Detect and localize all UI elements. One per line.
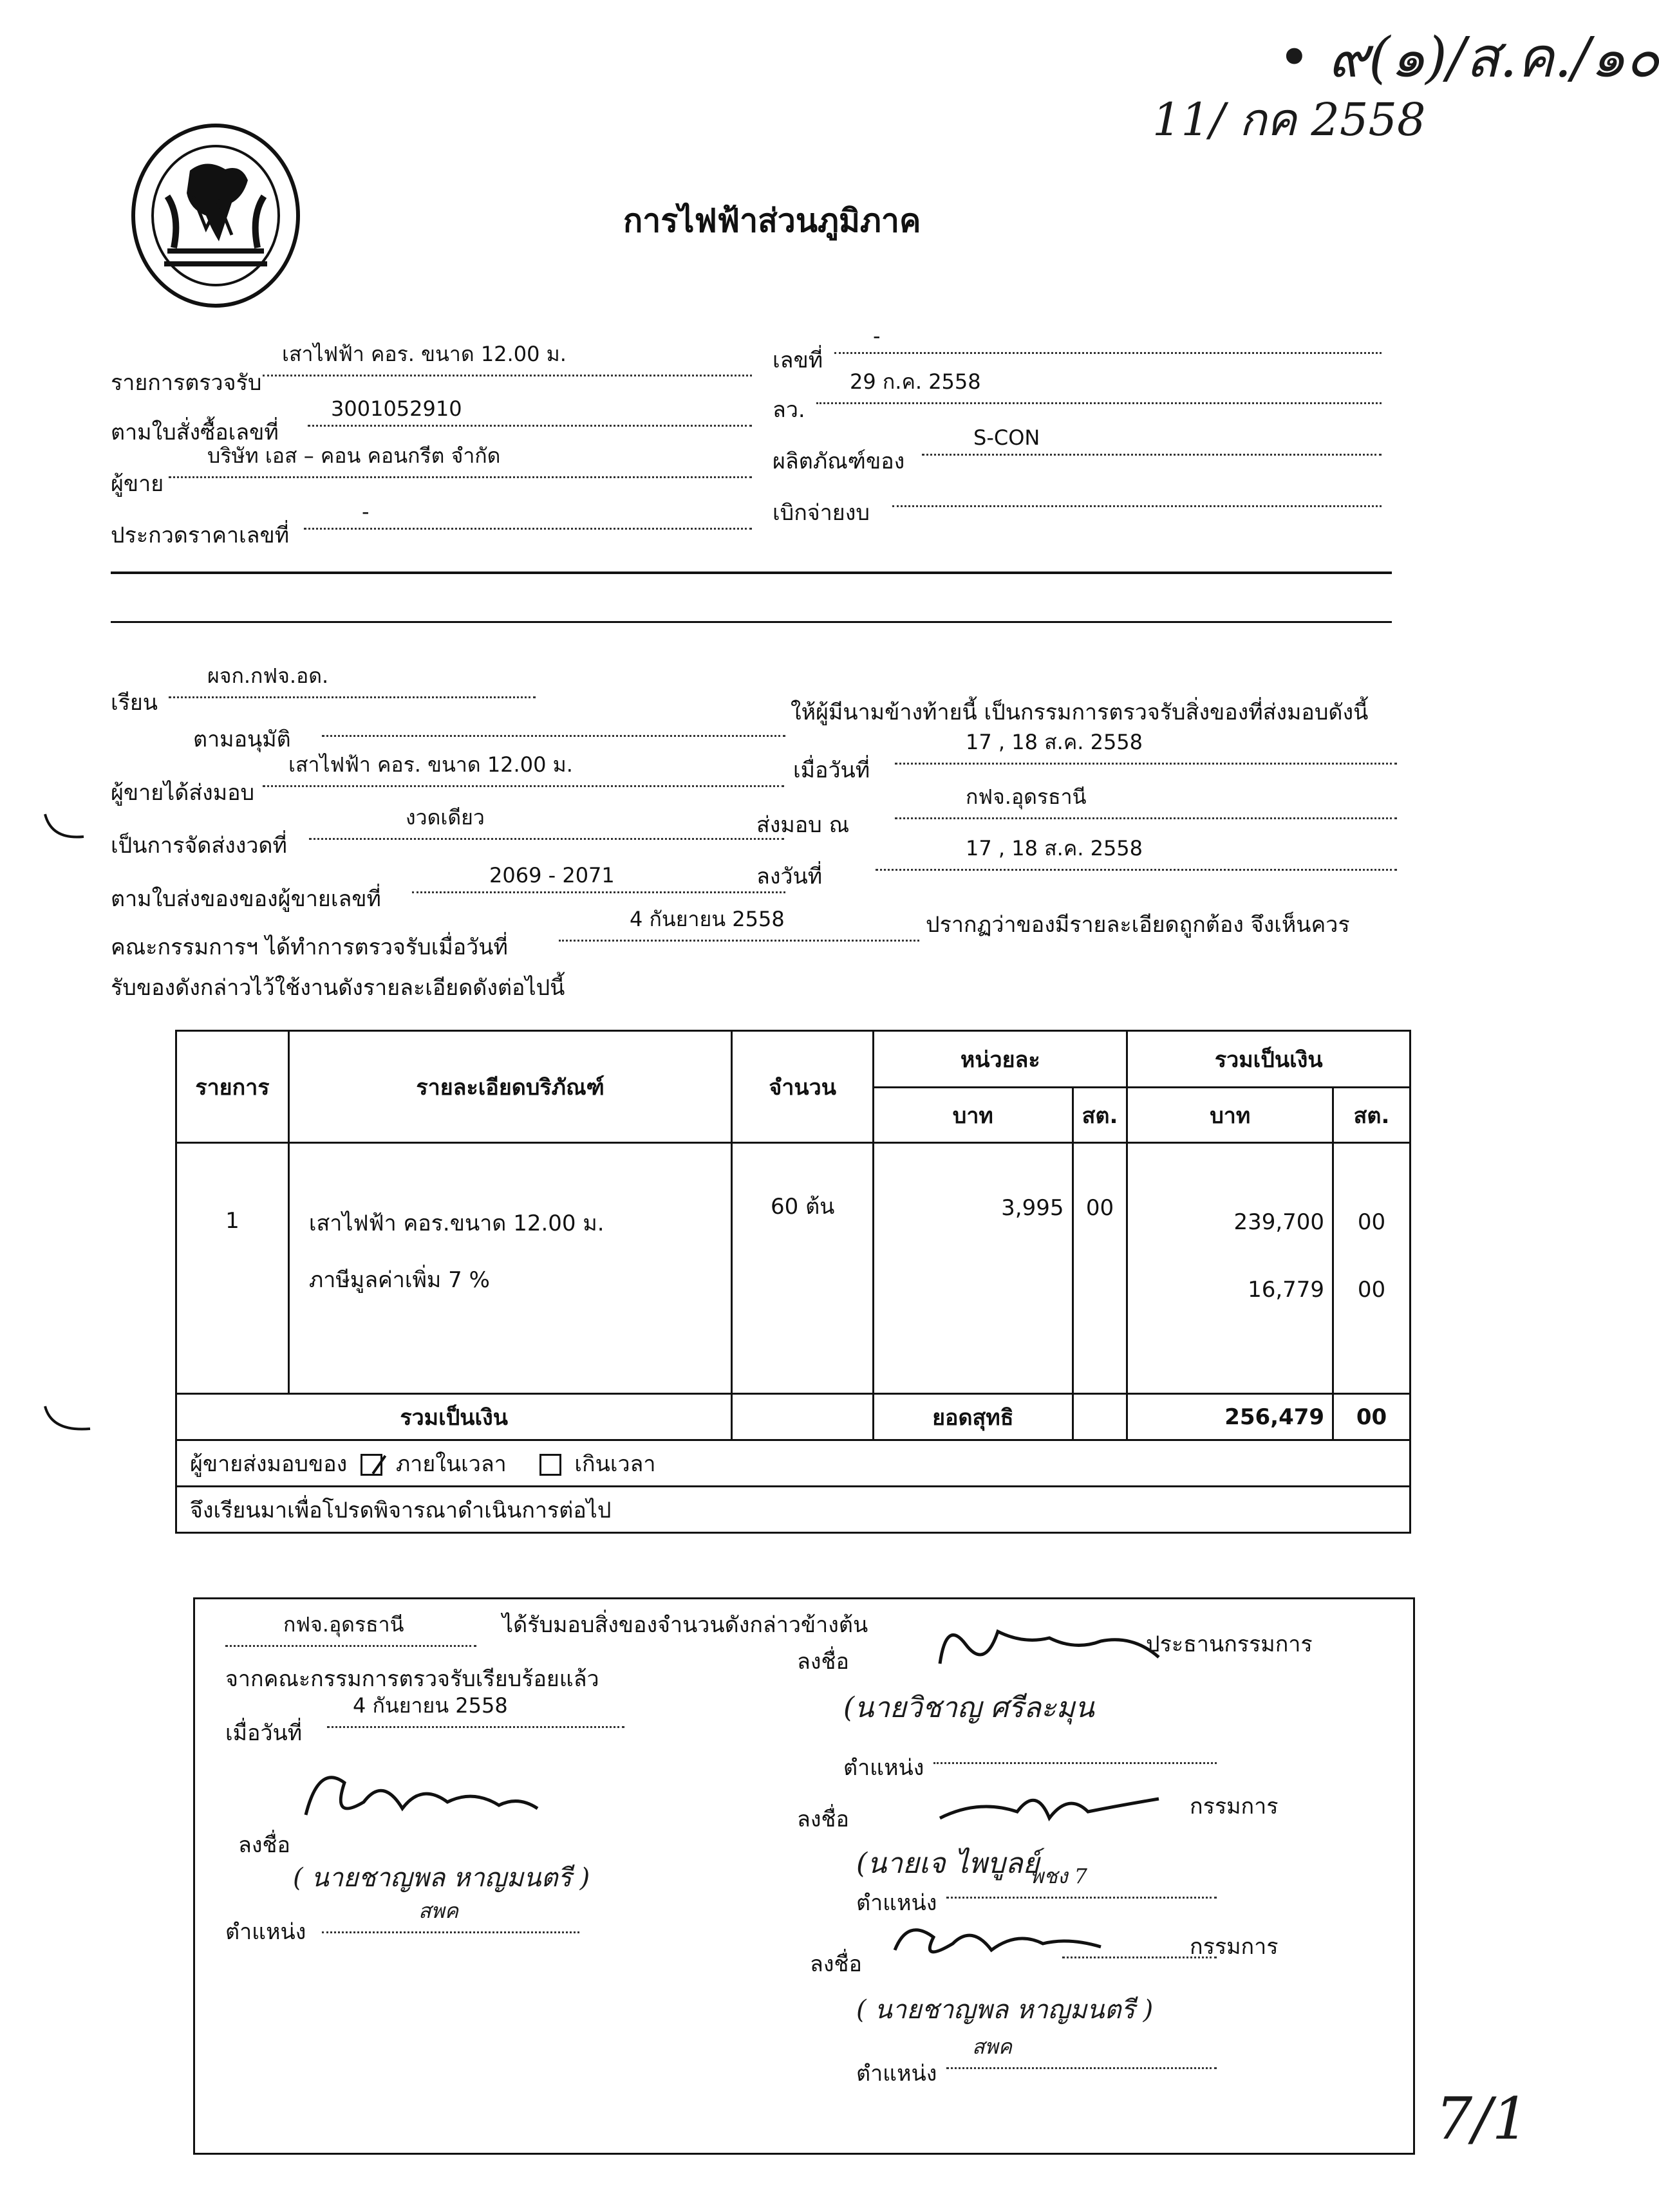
on-time-checkbox [361, 1454, 382, 1476]
date-field: 29 ก.ค. 2558 [816, 375, 1382, 404]
inspected-item-label: รายการตรวจรับ [111, 370, 262, 396]
invoice-label: ตามใบส่งของของผู้ขายเลขที่ [111, 886, 381, 912]
member1-name: (นายเจ ไพบูลย์ [856, 1847, 1040, 1880]
approval-label: ตามอนุมัติ [193, 727, 291, 752]
chair-sign-label: ลงชื่อ [797, 1649, 849, 1675]
seller-field: บริษัท เอส – คอน คอนกรีต จำกัด [169, 449, 752, 478]
budget-label: เบิกจ่ายงบ [773, 500, 870, 526]
invoice-field: 2069 - 2071 [412, 864, 785, 893]
number-label: เลขที่ [773, 348, 823, 373]
col-header-baht: บาท [1127, 1088, 1333, 1143]
delivery-label: ผู้ขายส่งมอบของ [190, 1451, 348, 1477]
receiver-name: ( นายชาญพล หาญมนตรี ) [293, 1863, 590, 1893]
col-header-baht: บาท [874, 1088, 1073, 1143]
margin-mark [39, 811, 90, 850]
page-number-annotation: 7/1 [1436, 2085, 1529, 2153]
purchase-order-label: ตามใบสั่งซื้อเลขที่ [111, 420, 279, 445]
invoice-date-label: ลงวันที่ [756, 864, 823, 889]
member2-sign-label: ลงชื่อ [810, 1951, 862, 1977]
row-detail-cell [288, 1143, 731, 1394]
received-statement: ได้รับมอบสิ่งของจำนวนดังกล่าวข้างต้น [502, 1612, 868, 1638]
col-header-satang: สต. [1333, 1088, 1411, 1143]
receiver-signature [293, 1757, 550, 1847]
receiver-sign-label: ลงชื่อ [238, 1832, 290, 1858]
member1-position-label: ตำแหน่ง [856, 1890, 937, 1916]
delivery-date-field: 17 , 18 ส.ค. 2558 [895, 736, 1397, 765]
receipt-date-label: เมื่อวันที่ [225, 1720, 303, 1746]
delivered-field: เสาไฟฟ้า คอร. ขนาด 12.00 ม. [263, 758, 784, 787]
receipt-date-field: 4 กันยายน 2558 [327, 1699, 624, 1728]
seller-label: ผู้ขาย [111, 471, 164, 497]
col-header-total: รวมเป็นเงิน [1127, 1031, 1411, 1088]
bid-field: - [304, 501, 752, 530]
member2-role: กรรมการ [1190, 1934, 1279, 1960]
inspection-statement: ปรากฏว่าของมีรายละเอียดถูกต้อง จึงเห็นควร [926, 912, 1350, 938]
row-total-baht: 239,700 [1233, 1209, 1325, 1235]
inspection-statement-cont: รับของดังกล่าวไว้ใช้งานดังรายละเอียดดังต่อไปนี้ [111, 975, 565, 1001]
member1-position-field: พชง 7 [946, 1870, 1217, 1899]
reference-annotation: • ๙(๑)/ส.ค./๑๐ [1278, 26, 1659, 90]
vat-satang: 00 [1357, 1277, 1386, 1303]
request-row: จึงเรียนมาเพื่อโปรดพิจารณาดำเนินการต่อไป [176, 1487, 1411, 1533]
member1-role: กรรมการ [1190, 1794, 1279, 1819]
receiver-position-field: สพค [322, 1902, 579, 1933]
col-header-qty: จำนวน [732, 1031, 874, 1143]
to-field: ผจก.กฟจ.อด. [169, 669, 536, 698]
late-checkbox [539, 1454, 561, 1476]
vat-detail: ภาษีมูลค่าเพิ่ม 7 % [308, 1267, 490, 1294]
product-label: ผลิตภัณฑ์ของ [773, 449, 905, 474]
inspected-item-field: เสาไฟฟ้า คอร. ขนาด 12.00 ม. [263, 348, 752, 376]
sum-label: รวมเป็นเงิน [176, 1394, 732, 1440]
inspection-label: คณะกรรมการฯ ได้ทำการตรวจรับเมื่อวันที่ [111, 934, 508, 960]
net-baht: 256,479 [1127, 1394, 1333, 1440]
separator-rule [111, 572, 1392, 574]
receiver-position-label: ตำแหน่ง [225, 1919, 306, 1945]
on-time-label: ภายในเวลา [395, 1451, 507, 1477]
table-row [176, 1143, 1411, 1394]
net-satang: 00 [1333, 1394, 1411, 1440]
number-field: - [834, 325, 1382, 354]
row-total-satang: 00 [1357, 1209, 1386, 1235]
to-label: เรียน [111, 690, 158, 716]
invoice-date-field: 17 , 18 ส.ค. 2558 [876, 842, 1397, 871]
separator-rule [111, 621, 1392, 623]
row-unit-baht: 3,995 [874, 1143, 1073, 1394]
chair-position-field [933, 1735, 1217, 1764]
row-quantity: 60 ต้น [732, 1143, 874, 1394]
row-unit-satang: 00 [1073, 1143, 1127, 1394]
approval-statement: ให้ผู้มีนามข้างท้ายนี้ เป็นกรรมการตรวจรับสิ่งของที่ส่งมอบดังนี้ [791, 700, 1369, 725]
row-total-satang-cell [1333, 1143, 1411, 1394]
chair-position-label: ตำแหน่ง [843, 1755, 924, 1781]
col-header-unit-price: หน่วยละ [874, 1031, 1127, 1088]
member1-sign-label: ลงชื่อ [797, 1807, 849, 1832]
budget-field [892, 478, 1382, 507]
member1-signature [927, 1773, 1185, 1844]
chair-name: (นายวิชาญ ศรีละมุน [843, 1691, 1094, 1724]
row-number: 1 [176, 1143, 289, 1394]
chair-role: ประธานกรรมการ [1146, 1631, 1313, 1657]
margin-mark [39, 1403, 97, 1442]
product-field: S-CON [922, 427, 1382, 456]
row-total-cell [1127, 1143, 1333, 1394]
bid-label: ประกวดราคาเลขที่ [111, 523, 290, 548]
col-header-item: รายการ [176, 1031, 289, 1143]
batch-label: เป็นการจัดส่งงวดที่ [111, 833, 287, 859]
approval-field [322, 708, 785, 737]
col-header-detail: รายละเอียดบริภัณฑ์ [288, 1031, 731, 1143]
purchase-order-field: 3001052910 [308, 398, 752, 427]
delivery-date-label: เมื่อวันที่ [793, 757, 870, 783]
row-detail: เสาไฟฟ้า คอร.ขนาด 12.00 ม. [308, 1211, 605, 1236]
inspection-date-field: 4 กันยายน 2558 [559, 913, 919, 942]
date-annotation: 11/ กค 2558 [1152, 93, 1426, 146]
col-header-satang: สต. [1073, 1088, 1127, 1143]
late-label: เกินเวลา [574, 1451, 656, 1477]
page-title: การไฟฟ้าส่วนภูมิภาค [623, 202, 921, 239]
location-field: กฟจ.อุดรธานี [895, 790, 1397, 819]
date-label: ลว. [773, 397, 805, 423]
vat-baht: 16,779 [1248, 1277, 1325, 1303]
location-label: ส่งมอบ ณ [756, 812, 850, 838]
member2-position-label: ตำแหน่ง [856, 2061, 937, 2087]
pea-logo [129, 119, 303, 312]
batch-field: งวดเดียว [309, 811, 784, 840]
office-field: กฟจ.อุดรธานี [225, 1615, 476, 1647]
member2-name: ( นายชาญพล หาญมนตรี ) [856, 1995, 1154, 2025]
delivery-status-row [176, 1440, 1411, 1487]
items-table [175, 1030, 1411, 1534]
delivered-label: ผู้ขายได้ส่งมอบ [111, 780, 255, 806]
from-committee-statement: จากคณะกรรมการตรวจรับเรียบร้อยแล้ว [225, 1666, 599, 1692]
net-label: ยอดสุทธิ [874, 1394, 1073, 1440]
member2-position-field: สพค [946, 2040, 1217, 2069]
